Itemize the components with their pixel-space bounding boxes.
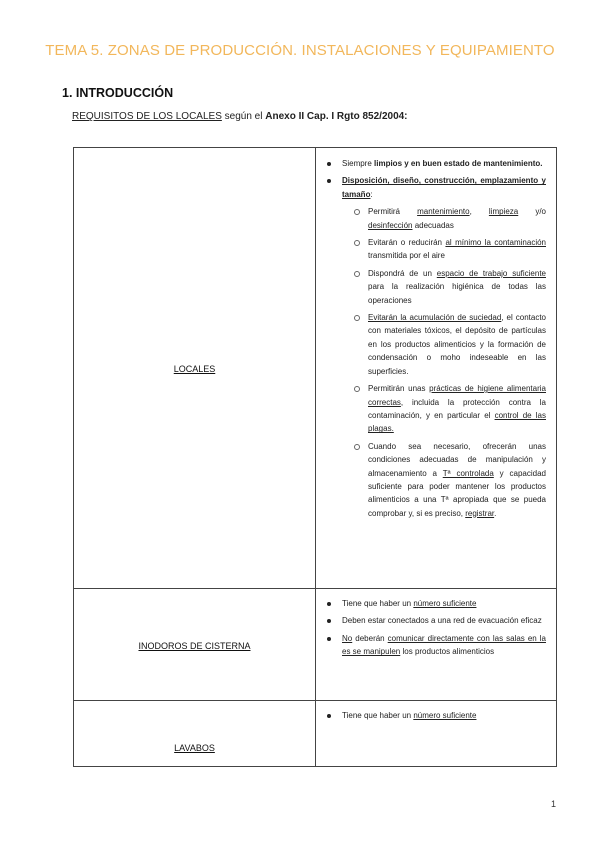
list-item	[324, 709, 546, 722]
underlined-text: al mínimo la contaminación	[445, 238, 546, 248]
requirements-cell	[316, 589, 557, 701]
underlined-text: comunicar directamente con las salas en la es se manipulen	[342, 633, 546, 657]
text: para la realización higiénica de todas las operaciones	[368, 282, 546, 305]
table-caption	[72, 111, 408, 122]
text: Evitarán o reducirán	[368, 238, 446, 248]
text: Cuando sea necesario, ofrecerán unas condiciones adecuadas de manipulación y almacenamiento a	[368, 441, 546, 478]
caption-underlined: REQUISITOS DE LOS LOCALES	[72, 111, 222, 122]
sub-list-item	[352, 440, 546, 520]
text: Permitirá	[368, 207, 418, 217]
row-label-cell	[74, 589, 316, 701]
row-label-locales: LOCALES	[173, 364, 216, 374]
text: , incluida la protección contra la contaminación, y en particular el	[368, 397, 546, 420]
text: Siempre	[342, 159, 375, 168]
caption-middle: según el	[221, 111, 266, 122]
underlined-text: prácticas de higiene alimentaria correctas	[368, 384, 546, 407]
text: y/o	[518, 207, 546, 217]
sub-list-item	[352, 236, 546, 263]
text: deberán	[352, 633, 388, 643]
text: :	[370, 189, 373, 199]
underlined-text: control de las plagas.	[368, 410, 546, 434]
list-item	[324, 157, 546, 170]
bold-text: limpios y en buen estado de mantenimiento.	[374, 159, 543, 168]
row-label-lavabos: LAVABOS	[174, 743, 215, 753]
underlined-text: Tª controlada	[442, 468, 494, 478]
text: los productos alimenticios	[400, 647, 495, 657]
text: Deben estar conectados a una red de evacuación eficaz	[342, 616, 542, 626]
list-item	[324, 614, 546, 627]
row-label-cell	[74, 701, 316, 767]
caption-bold: Anexo II Cap. I Rgto 852/2004:	[265, 111, 408, 122]
sub-list-item	[352, 205, 546, 232]
underlined-text: Evitarán la acumulación de suciedad	[368, 313, 502, 323]
list-item	[324, 632, 546, 659]
text: y capacidad suficiente para poder mantener los productos alimenticios a una Tª apropiada que se pueda comprobar y, si es preciso,	[368, 468, 547, 518]
underlined-text: número suficiente	[413, 599, 477, 608]
list-item	[324, 597, 546, 610]
text: Permitirán unas	[368, 384, 430, 394]
requirements-cell	[316, 701, 557, 767]
underlined-text: mantenimiento	[417, 207, 470, 217]
text: Tiene que haber un	[342, 711, 414, 720]
text: ,	[469, 207, 489, 217]
section-heading: 1. INTRODUCCIÓN	[62, 86, 174, 100]
underlined-text: limpieza	[488, 207, 519, 217]
sub-list-item	[352, 382, 546, 436]
sub-list-item	[352, 267, 546, 307]
text: transmitida por el aire	[368, 251, 445, 261]
underlined-text: registrar	[465, 508, 495, 518]
underlined-text: desinfección	[368, 220, 413, 230]
text: , el contacto con materiales tóxicos, el depósito de partículas en los productos alimenticios y la formación de condensación o moho indeseable en las superficies.	[368, 313, 546, 376]
table-row-locales	[74, 148, 557, 589]
list-item	[324, 174, 546, 520]
sub-list-item	[352, 311, 546, 378]
requirements-table	[73, 147, 557, 767]
page-number: 1	[551, 799, 557, 809]
underlined-text: número suficiente	[413, 711, 477, 720]
underlined-text: Disposición, diseño, construcción, emplazamiento y tamaño	[342, 176, 546, 199]
table-row-lavabos	[74, 701, 557, 767]
text: .	[494, 508, 497, 518]
row-label-cell	[74, 148, 316, 589]
text: Dispondrá de un	[368, 268, 437, 278]
row-label-inodoros: INODOROS DE CISTERNA	[138, 640, 251, 651]
text: adecuadas	[412, 220, 454, 230]
table-row-inodoros	[74, 589, 557, 701]
document-title: TEMA 5. ZONAS DE PRODUCCIÓN. INSTALACIONES Y EQUIPAMIENTO	[45, 42, 555, 59]
requirements-cell	[316, 148, 557, 589]
text: Tiene que haber un	[342, 599, 414, 608]
underlined-text: espacio de trabajo suficiente	[436, 268, 546, 278]
underlined-text: No	[342, 633, 353, 643]
